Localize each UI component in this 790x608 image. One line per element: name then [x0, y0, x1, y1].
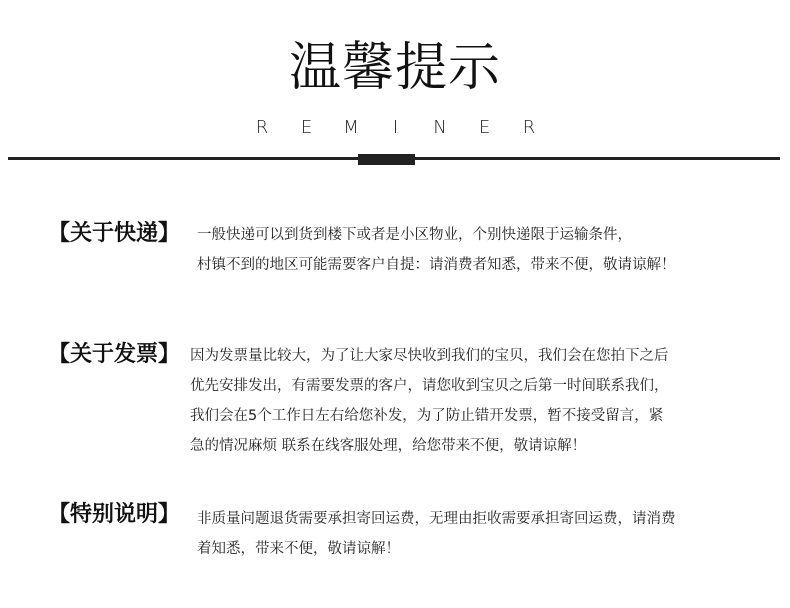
- section-line: 因为发票量比较大，为了让大家尽快收到我们的宝贝，我们会在您拍下之后: [190, 348, 669, 364]
- header-divider-accent: [358, 154, 415, 165]
- page-subtitle: [253, 116, 538, 138]
- section-line: 我们会在5个工作日左右给您补发，为了防止错开发票，暂不接受留言，紧: [190, 408, 664, 424]
- section-line: 着知悉，带来不便，敬请谅解！: [197, 541, 400, 557]
- section-line: 优先安排发出，有需要发票的客户，请您收到宝贝之后第一时间联系我们，: [190, 378, 669, 394]
- section-heading-delivery: 【关于快递】: [48, 221, 181, 246]
- subtitle-letter: I: [392, 116, 399, 138]
- section-line: 一般快递可以到货到楼下或者是小区物业，个别快递限于运输条件，: [197, 227, 632, 243]
- section-body-delivery: [197, 220, 676, 280]
- subtitle-letter: R: [522, 116, 536, 138]
- section-line: 急的情况麻烦 联系在线客服处理，给您带来不便，敬请谅解！: [190, 438, 587, 454]
- subtitle-letter: E: [300, 116, 313, 138]
- subtitle-letter: E: [478, 116, 491, 138]
- subtitle-letter: N: [433, 116, 447, 138]
- subtitle-letter: M: [343, 116, 359, 138]
- section-line: 非质量问题退货需要承担寄回运费，无理由拒收需要承担寄回运费，请消费: [197, 511, 676, 527]
- page-title: 温馨提示: [288, 38, 501, 98]
- subtitle-letter: R: [255, 116, 269, 138]
- section-line: 村镇不到的地区可能需要客户自提：请消费者知悉，带来不便，敬请谅解！: [197, 257, 676, 273]
- section-heading-special: 【特别说明】: [48, 502, 181, 527]
- section-heading-invoice: 【关于发票】: [48, 342, 181, 367]
- section-body-special: [197, 504, 676, 564]
- section-body-invoice: [190, 341, 669, 461]
